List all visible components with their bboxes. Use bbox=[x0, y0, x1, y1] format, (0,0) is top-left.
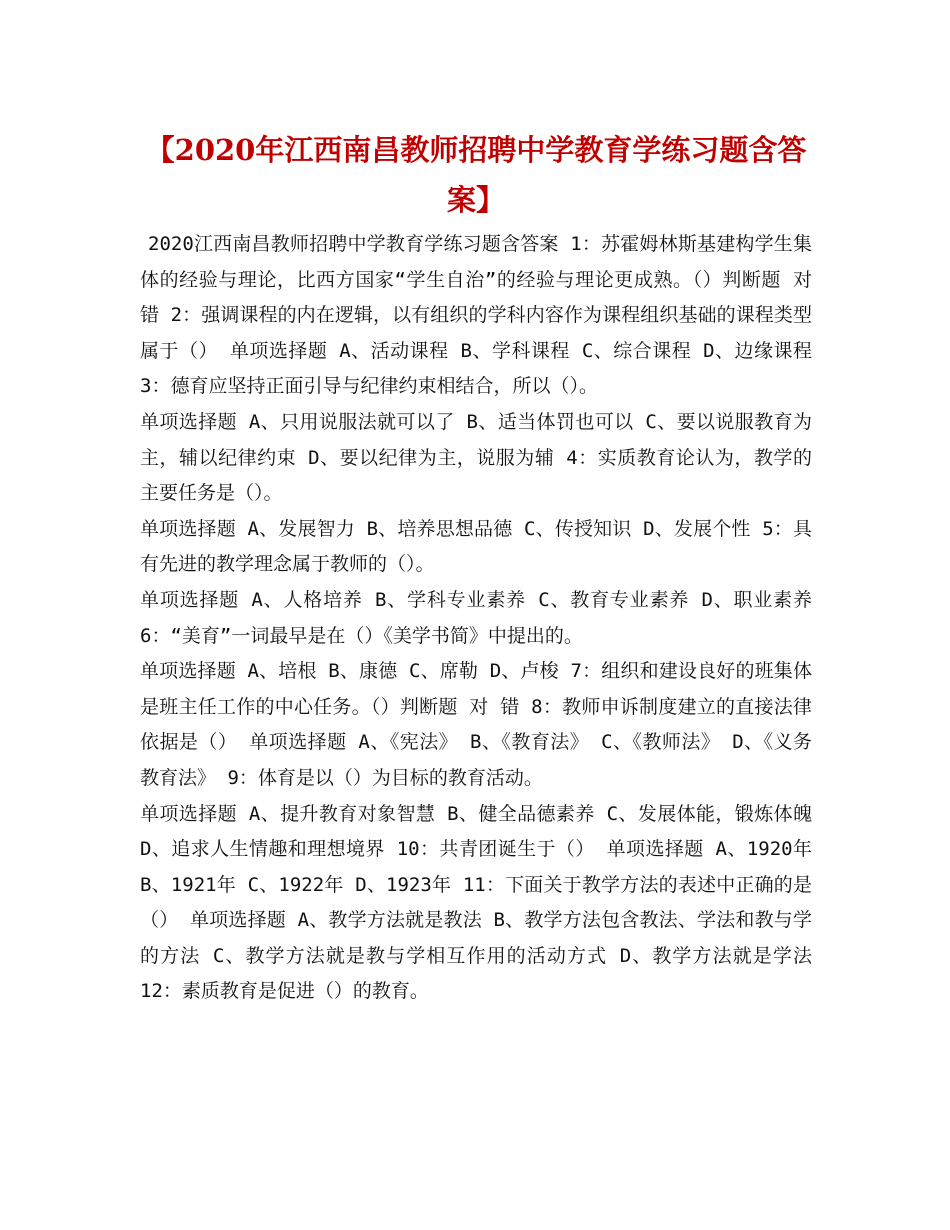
paragraph-2: 单项选择题 A、只用说服法就可以了 B、适当体罚也可以 C、要以说服教育为主，辅以纪律约束 D、要以纪律为主，说服为辅 4：实质教育论认为，教学的主要任务是（）。 bbox=[140, 410, 812, 505]
paragraph-1: 2020江西南昌教师招聘中学教育学练习题含答案 1：苏霍姆林斯基建构学生集体的经验与理论，比西方国家“学生自治”的经验与理论更成熟。（）判断题 对 错 2：强调课程的内在逻辑，以有组织的学科内容作为课程组织基础的课程类型属于（） 单项选择题 A、活动课程 B、学科课程 C、综合课程 D、边缘课程 3：德育应坚持正面引导与纪律约束相结合，所以（）。 bbox=[140, 233, 812, 398]
document-title: 【2020年江西南昌教师招聘中学教育学练习题含答案】 bbox=[145, 133, 807, 217]
paragraph-4: 单项选择题 A、人格培养 B、学科专业素养 C、教育专业素养 D、职业素养 6：“美育”一词最早是在（）《美学书简》中提出的。 bbox=[140, 588, 812, 647]
paragraph-5: 单项选择题 A、培根 B、康德 C、席勒 D、卢梭 7：组织和建设良好的班集体是班主任工作的中心任务。（）判断题 对 错 8：教师申诉制度建立的直接法律依据是（） 单项选择题 A、《宪法》 B、《教育法》 C、《教师法》 D、《义务教育法》 9：体育是以（）为目标的教育活动。 bbox=[140, 660, 812, 789]
document-body bbox=[140, 227, 812, 1010]
paragraph-3: 单项选择题 A、发展智力 B、培养思想品德 C、传授知识 D、发展个性 5：具有先进的教学理念属于教师的（）。 bbox=[140, 517, 812, 576]
paragraph-6: 单项选择题 A、提升教育对象智慧 B、健全品德素养 C、发展体能，锻炼体魄 D、追求人生情趣和理想境界 10：共青团诞生于（） 单项选择题 A、1920年 B、1921年 C、1922年 D、1923年 11：下面关于教学方法的表述中正确的是（） 单项选择题 A、教学方法就是教法 B、教学方法包含教法、学法和教与学的方法 C、教学方法就是教与学相互作用的活动方式 D、教学方法就是学法 12：素质教育是促进（）的教育。 bbox=[140, 802, 812, 1003]
